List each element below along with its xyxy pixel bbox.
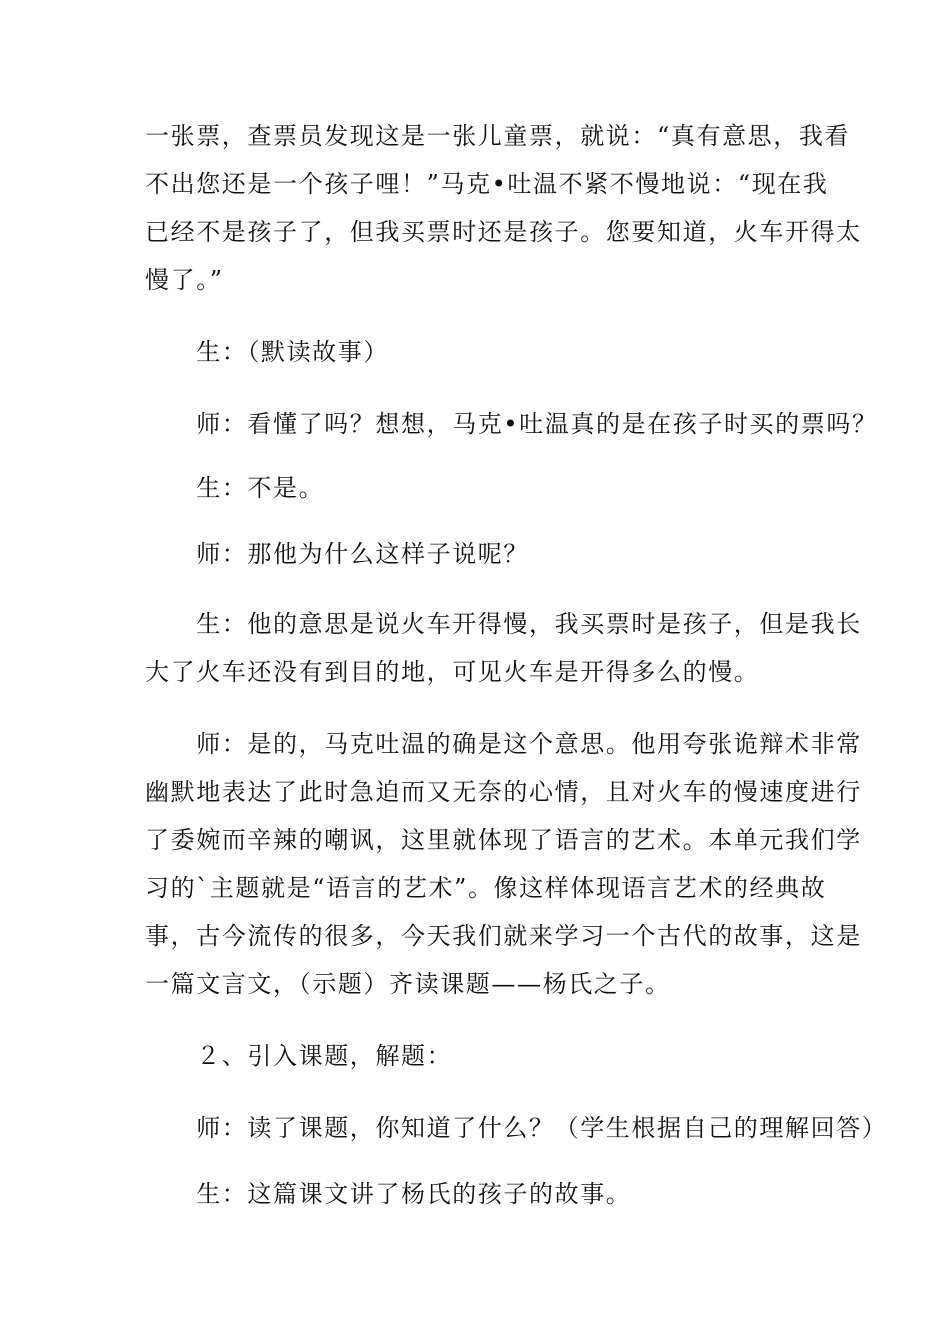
text-line: 师：读了课题，你知道了什么？（学生根据自己的理解回答） xyxy=(145,1114,888,1142)
text-line: 生：这篇课文讲了杨氏的孩子的故事。 xyxy=(145,1180,632,1208)
text-line: 幽默地表达了此时急迫而又无奈的心情，且对火车的慢速度进行 xyxy=(145,778,862,806)
text-line: 一张票，查票员发现这是一张儿童票，就说：“真有意思，我看 xyxy=(145,122,851,150)
text-line: 事，古今流传的很多，今天我们就来学习一个古代的故事，这是 xyxy=(145,922,862,950)
text-line: 师：看懂了吗？想想，马克•吐温真的是在孩子时买的票吗？ xyxy=(145,410,878,438)
paragraph-story-ending xyxy=(145,112,862,304)
text-line: 一篇文言文，（示题）齐读课题——杨氏之子。 xyxy=(145,970,671,998)
text-line: ２、引入课题，解题： xyxy=(145,1042,453,1070)
section-heading xyxy=(145,1032,810,1080)
text-line: 了委婉而辛辣的嘲讽，这里就体现了语言的艺术。本单元我们学 xyxy=(145,826,862,854)
text-line: 生：不是。 xyxy=(145,474,325,502)
paragraph-student-answer xyxy=(145,1170,810,1218)
text-line: 生：他的意思是说火车开得慢，我买票时是孩子，但是我长 xyxy=(145,610,862,638)
text-line: 大了火车还没有到目的地，可见火车是开得多么的慢。 xyxy=(145,658,760,686)
text-line: 师：那他为什么这样子说呢？ xyxy=(145,540,529,568)
paragraph-student-reading xyxy=(145,328,810,376)
paragraph-teacher-question xyxy=(145,530,810,578)
paragraph-student-answer xyxy=(145,600,862,696)
paragraph-student-answer xyxy=(145,464,810,512)
paragraph-teacher-explanation xyxy=(145,720,862,1008)
text-line: 生：（默读故事） xyxy=(145,338,389,366)
text-line: 慢了。” xyxy=(145,266,224,294)
text-line: 已经不是孩子了，但我买票时还是孩子。您要知道，火车开得太 xyxy=(145,218,862,246)
text-line: 习的`主题就是“语言的艺术”。像这样体现语言艺术的经典故 xyxy=(145,874,827,902)
paragraph-teacher-question xyxy=(145,1104,888,1152)
text-line: 师：是的，马克吐温的确是这个意思。他用夸张诡辩术非常 xyxy=(145,730,862,758)
paragraph-teacher-question xyxy=(145,400,878,448)
text-line: 不出您还是一个孩子哩！”马克•吐温不紧不慢地说：“现在我 xyxy=(145,170,829,198)
